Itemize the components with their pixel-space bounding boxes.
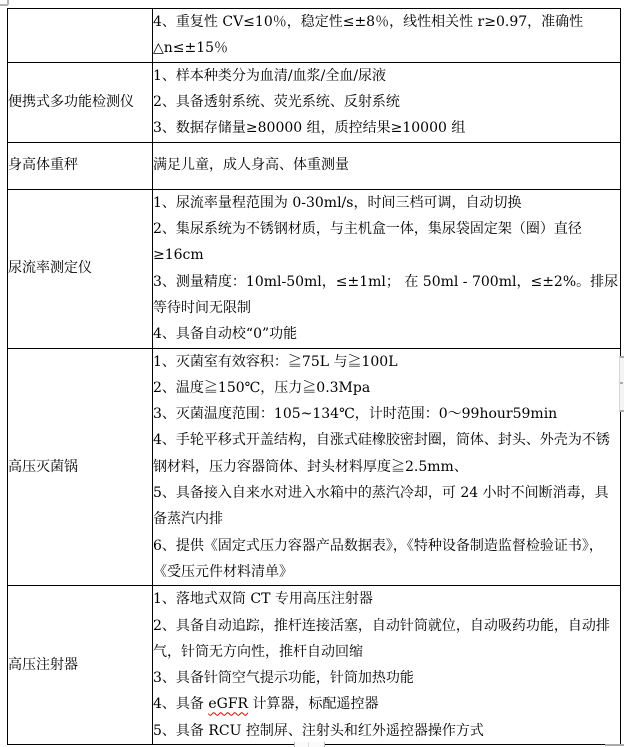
spec-item: 3、灭菌温度范围：105~134℃，计时范围：0～99hour59min — [153, 406, 558, 423]
spec-item: 5、具备 RCU 控制屏、注射头和红外遥控器操作方式 — [153, 722, 484, 739]
device-name-cell — [8, 62, 153, 142]
device-name-cell — [8, 9, 153, 63]
scrollbar-corner-edge — [605, 744, 624, 746]
equipment-spec-table — [7, 8, 621, 745]
table-row — [8, 9, 621, 63]
spec-list-cell — [153, 62, 621, 142]
spec-item: 4、具备自动校“0”功能 — [153, 326, 298, 343]
device-name: 高压注射器 — [8, 657, 78, 673]
device-name-cell — [8, 586, 153, 745]
page-navigation-buttons-fragment[interactable] — [294, 742, 325, 747]
spec-item: 满足儿童，成人身高、体重测量 — [153, 157, 349, 174]
device-name-cell — [8, 189, 153, 348]
spec-item: 1、尿流率量程范围为 0-30ml/s，时间三档可调，自动切换 — [153, 194, 522, 211]
spec-item: 2、集尿系统为不锈钢材质，与主机盒一体，集尿袋固定架（圈）直径≥16cm — [153, 221, 582, 264]
spec-item: 2、具备自动追踪，推杆连接活塞，自动针筒就位，自动吸药功能，自动排气，针筒无方向性，推杆自动回缩 — [153, 617, 610, 660]
device-name: 尿流率测定仪 — [8, 260, 92, 277]
device-name: 身高体重秤 — [8, 157, 78, 174]
spec-item: 3、具备针筒空气提示功能，针筒加热功能 — [153, 670, 414, 687]
misspelled-word: eGFR — [208, 696, 249, 713]
scrollbar-thumb-grip — [620, 382, 623, 384]
spec-item: 1、灭菌室有效容积：≧75L 与≧100L — [153, 353, 398, 370]
spec-item: 2、具备透射系统、荧光系统、反射系统 — [153, 93, 400, 110]
table-row — [8, 142, 621, 189]
device-name-cell — [8, 348, 153, 586]
spec-item: 3、数据存储量≥80000 组，质控结果≥10000 组 — [153, 120, 466, 137]
table-row — [8, 586, 621, 745]
spec-item: 4、手轮平移式开盖结构，自涨式硅橡胶密封圈，筒体、封头、外壳为不锈钢材料，压力容器筒体、封头材料厚度≧2.5mm、 — [153, 432, 610, 475]
spec-list-cell — [153, 348, 621, 586]
device-name: 便携式多功能检测仪 — [8, 93, 134, 110]
vertical-scrollbar-thumb[interactable] — [619, 356, 624, 412]
spec-item: 4、重复性 CV≤10％，稳定性≤±8％，线性相关性 r≥0.97，准确性△n≤±15％ — [153, 14, 584, 57]
spec-list-cell — [153, 586, 621, 745]
spec-item: 1、落地式双筒 CT 专用高压注射器 — [153, 591, 373, 608]
device-name-cell — [8, 142, 153, 189]
spec-item: 1、样本种类分为血清/血浆/全血/尿液 — [153, 67, 387, 84]
table-row — [8, 189, 621, 348]
table-row — [8, 348, 621, 586]
divider — [308, 742, 309, 747]
spec-item: 3、测量精度：10ml-50ml，≤±1ml； 在 50ml - 700ml，≤±2%。排尿等待时间无限制 — [153, 273, 619, 316]
scrollbar-thumb-cap — [620, 410, 624, 412]
spec-list-cell — [153, 9, 621, 63]
spec-item: 5、具备接入自来水对进入水箱中的蒸汽冷却，可 24 小时不间断消毒，具备蒸汽内排 — [153, 485, 609, 528]
spec-list-cell — [153, 142, 621, 189]
device-name: 高压灭菌锅 — [8, 458, 78, 475]
spec-item: 2、温度≧150℃，压力≧0.3Mpa — [153, 379, 371, 396]
spec-item: 6、提供《固定式压力容器产品数据表》，《特种设备制造监督检验证书》，《受压元件材料清单》 — [153, 537, 603, 580]
table-anchor-mark — [7, 0, 9, 5]
spec-list-cell — [153, 189, 621, 348]
scrollbar-thumb-cap — [620, 356, 624, 358]
spec-item: 4、具备 eGFR 计算器，标配遥控器 — [153, 696, 379, 713]
table-row — [8, 62, 621, 142]
